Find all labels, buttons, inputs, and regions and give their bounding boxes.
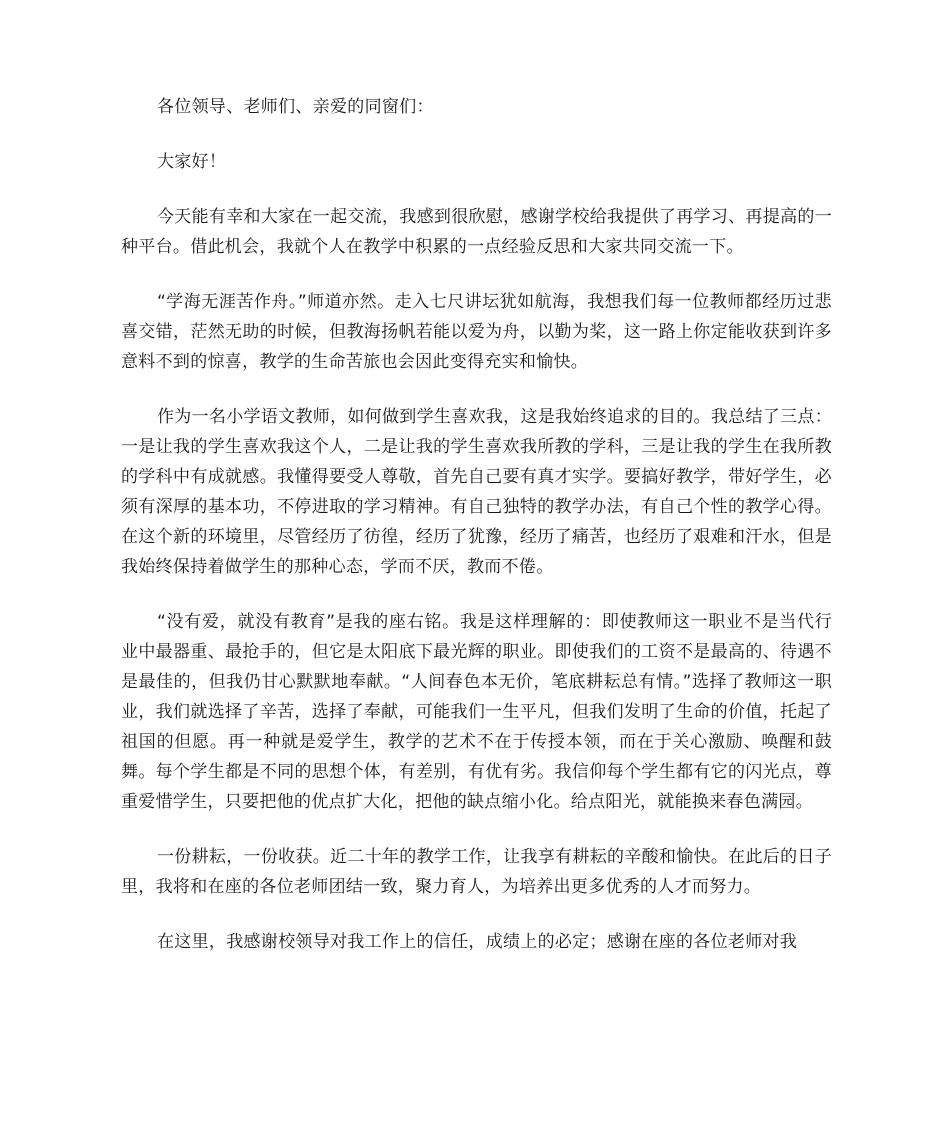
paragraph-opening: 今天能有幸和大家在一起交流，我感到很欣慰，感谢学校给我提供了再学习、再提高的一种平台。借此机会，我就个人在教学中积累的一点经验反思和大家共同交流一下。 bbox=[121, 207, 832, 257]
paragraph-love-education: “没有爱，就没有教育”是我的座右铭。我是这样理解的：即使教师这一职业不是当代行业中最器重、最抢手的，但它是太阳底下最光辉的职业。即使我们的工资不是最高的、待遇不是最佳的，但我仍甘心默默地奉献。“人间春色本无价，笔底耕耘总有情。”选择了教师这一职业，我们就选择了辛苦，选择了奉献，可能我们一生平凡，但我们发明了生命的价值，托起了祖国的但愿。再一种就是爱学生，教学的艺术不在于传授本领，而在于关心激励、唤醒和鼓舞。每个学生都是不同的思想个体，有差别，有优有劣。我信仰每个学生都有它的闪光点，尊重爱惜学生，只要把他的优点扩大化，把他的缺点缩小化。给点阳光，就能换来春色满园。 bbox=[121, 612, 832, 812]
paragraph-harvest: 一份耕耘，一份收获。近二十年的教学工作，让我享有耕耘的辛酸和愉快。在此后的日子里，我将和在座的各位老师团结一致，聚力育人，为培养出更多优秀的人才而努力。 bbox=[121, 847, 832, 897]
paragraph-teaching-voyage: “学海无涯苦作舟。”师道亦然。走入七尺讲坛犹如航海，我想我们每一位教师都经历过悲喜交错，茫然无助的时候，但教海扬帆若能以爱为舟，以勤为桨，这一路上你定能收获到许多意料不到的惊喜，教学的生命苦旅也会因此变得充实和愉快。 bbox=[121, 292, 832, 372]
greeting: 大家好！ bbox=[157, 152, 227, 172]
paragraph-thanks: 在这里，我感谢校领导对我工作上的信任，成绩上的必定；感谢在座的各位老师对我 bbox=[157, 932, 798, 952]
salutation: 各位领导、老师们、亲爱的同窗们： bbox=[157, 97, 434, 117]
paragraph-chinese-teacher: 作为一名小学语文教师，如何做到学生喜欢我，这是我始终追求的目的。我总结了三点：一是让我的学生喜欢我这个人，二是让我的学生喜欢我所教的学科，三是让我的学生在我所教的学科中有成就感。我懂得要受人尊敬，首先自己要有真才实学。要搞好教学，带好学生，必须有深厚的基本功，不停进取的学习精神。有自己独特的教学办法，有自己个性的教学心得。在这个新的环境里，尽管经历了彷徨，经历了犹豫，经历了痛苦，也经历了艰难和汗水，但是我始终保持着做学生的那种心态，学而不厌，教而不倦。 bbox=[121, 407, 832, 577]
document-page bbox=[121, 92, 832, 982]
